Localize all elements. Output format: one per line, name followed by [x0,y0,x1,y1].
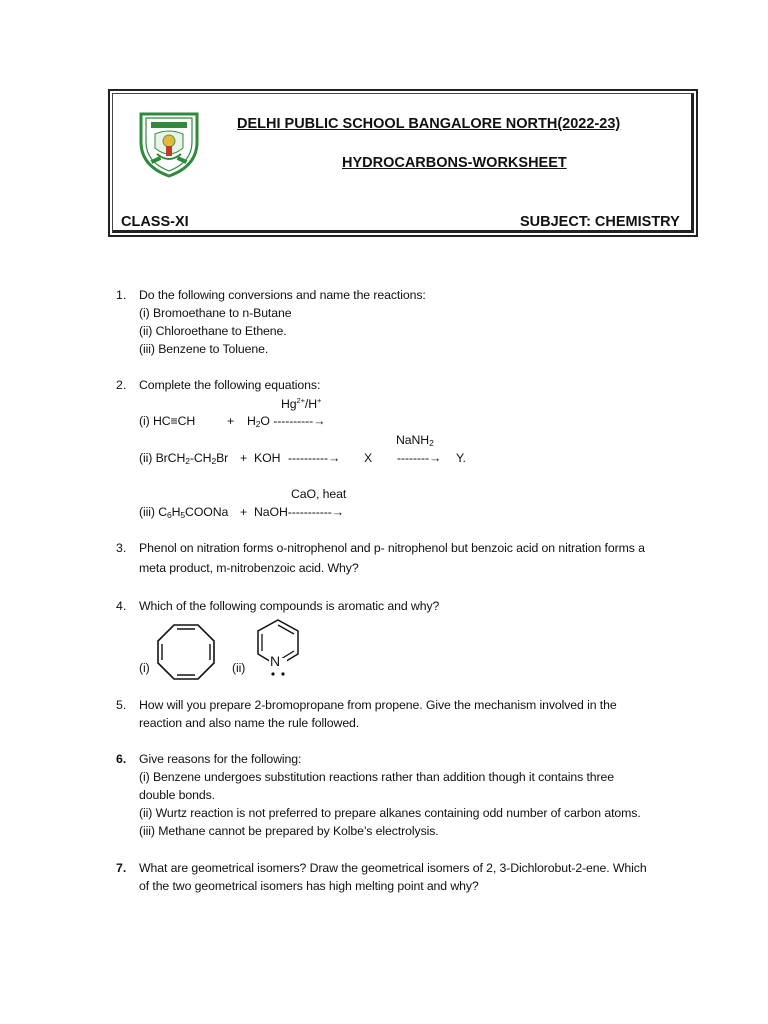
question-5-line-1: How will you prepare 2-bromopropane from propene. Give the mechanism involved in the [139,698,617,712]
worksheet-title: HYDROCARBONS-WORKSHEET [342,155,567,171]
question-6-text: Give reasons for the following: [139,752,302,766]
equation-3-reagent: NaOH-----------→ [254,505,344,519]
question-7-line-2: of the two geometrical isomers has high melting point and why? [139,879,479,893]
equation-2-koh: KOH [254,451,281,465]
option-i-label: (i) [139,661,150,675]
school-name: DELHI PUBLIC SCHOOL BANGALORE NORTH(2022-23) [237,116,621,132]
equation-2-x: X [364,451,373,465]
equation-2-reactant: (ii) $BrCH_2-CH_2Br$ [139,451,229,466]
question-1-part-ii: (ii) Chloroethane to Ethene. [139,324,287,338]
equation-3-reactant: (iii) $C_6H_5COONa$ [139,505,229,520]
cyclooctatetraene-structure [155,622,217,682]
question-number: 4. [116,599,127,613]
school-logo [133,108,205,178]
question-3-line-2: meta product, m-nitrobenzoic acid. Why? [139,561,359,575]
question-6-part-i-line-1: (i) Benzene undergoes substitution reactions rather than addition though it contains three [139,770,614,784]
nitrogen-label: N [270,653,281,669]
question-6-part-ii: (ii) Wurtz reaction is not preferred to prepare alkanes containing odd number of carbon atoms. [139,806,641,820]
equation-3-plus: + [240,505,248,519]
question-number: 5. [116,698,127,712]
equation-2-plus: + [240,451,248,465]
class-label: CLASS-XI [121,214,189,230]
equation-2-y: Y. [456,451,466,465]
equation-2-arrow-1: ----------→ [288,451,341,465]
question-3-line-1: Phenol on nitration forms o-nitrophenol and p- nitrophenol but benzoic acid on nitration forms a [139,541,645,555]
question-number: 7. [116,861,127,875]
question-1-part-iii: (iii) Benzene to Toluene. [139,342,269,356]
catalyst-2: NaNH$_2$ [396,433,434,448]
question-6-part-iii: (iii) Methane cannot be prepared by Kolbe’s electrolysis. [139,824,439,838]
question-6-part-i-line-2: double bonds. [139,788,215,802]
catalyst-3: CaO, heat [291,487,347,501]
equation-1-label: (i) HC≡CH [139,414,196,428]
question-4-text: Which of the following compounds is aromatic and why? [139,599,440,613]
question-5-line-2: reaction and also name the rule followed. [139,716,360,730]
question-number: 2. [116,378,127,392]
catalyst-1: $Hg^{2+}/H^+$ [281,396,322,411]
question-1-text: Do the following conversions and name the reactions: [139,288,426,302]
subject-label: SUBJECT: CHEMISTRY [520,214,680,230]
question-7-line-1: What are geometrical isomers? Draw the geometrical isomers of 2, 3-Dichlorobut-2-ene. Which [139,861,647,875]
question-number: 3. [116,541,127,555]
equation-1-reagent: $H_2O$ ----------→ [247,414,326,429]
question-number: 1. [116,288,127,302]
question-number: 6. [116,752,127,766]
question-1-part-i: (i) Bromoethane to n-Butane [139,306,292,320]
equation-1-plus: + [227,414,235,428]
question-2-text: Complete the following equations: [139,378,321,392]
option-ii-label: (ii) [232,661,246,675]
equation-2-arrow-2: --------→ [397,451,442,465]
